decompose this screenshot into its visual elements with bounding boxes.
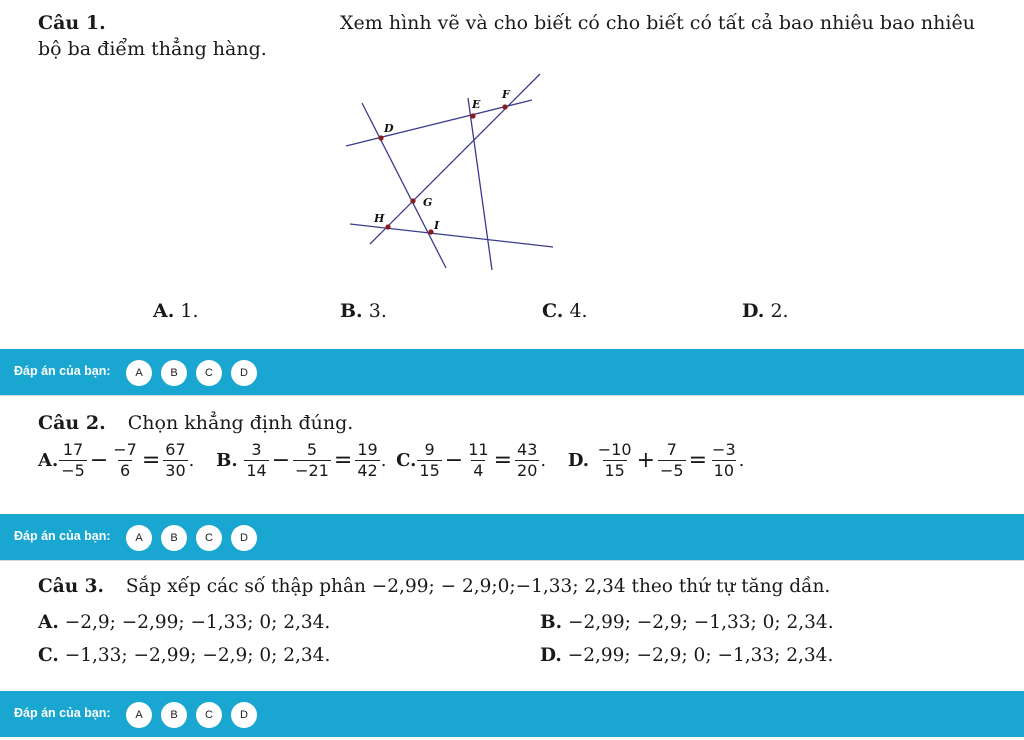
question-3-header: [38, 576, 830, 597]
answer-bar-label: Đáp án của bạn:: [14, 529, 111, 543]
q2-option-a: A. $\frac{17}{-5}$ − $\frac{-7}{6}$ = $\frac{67}{30}$ .: [38, 440, 201, 480]
question-2-header: [38, 412, 353, 434]
answer-a-button[interactable]: A: [126, 360, 152, 386]
label-e: E: [472, 98, 481, 111]
answer-a-button[interactable]: A: [126, 525, 152, 551]
line-d-g-i: [362, 103, 446, 268]
line-h-i: [350, 224, 553, 247]
label-i: I: [434, 219, 440, 232]
point-g: [410, 198, 415, 203]
question-2-text: Chọn khẳng định đúng.: [127, 412, 354, 434]
answer-bar-q3: [0, 691, 1024, 737]
q3-option-b: B. −2,99; −2,9; −1,33; 0; 2,34.: [540, 612, 834, 633]
question-3-text: Sắp xếp các số thập phân −2,99; − 2,9;0;−1,33; 2,34 theo thứ tự tăng dần.: [125, 576, 831, 597]
divider: [0, 560, 1024, 561]
label-g: G: [423, 196, 433, 209]
q3-option-c: C. −1,33; −2,99; −2,9; 0; 2,34.: [38, 645, 331, 666]
question-3-label: Câu 3.: [38, 576, 104, 597]
q2-option-c: C. $\frac{9}{15}$ − $\frac{11}{4}$ = $\frac{43}{20}$ .: [396, 440, 552, 480]
answer-bar-label: Đáp án của bạn:: [14, 364, 111, 378]
q2-option-b: B. $\frac{3}{14}$ − $\frac{5}{-21}$ = $\frac{19}{42}$ .: [216, 440, 393, 480]
q2-options-row: [38, 440, 744, 481]
answer-d-button[interactable]: D: [231, 525, 257, 551]
q1-option-b: B. 3.: [340, 300, 387, 322]
answer-c-button[interactable]: C: [196, 525, 222, 551]
question-1-text: Xem hình vẽ và cho biết có cho biết có tất cả bao nhiêu bao nhiêu: [340, 12, 975, 34]
line-e-vertical: [468, 98, 492, 270]
q1-option-c: C. 4.: [542, 300, 588, 322]
answer-bar-label: Đáp án của bạn:: [14, 706, 111, 720]
answer-d-button[interactable]: D: [231, 702, 257, 728]
question-2-label: Câu 2.: [38, 412, 106, 434]
question-1-text-continued: bộ ba điểm thẳng hàng.: [38, 38, 267, 60]
q1-option-d: D. 2.: [742, 300, 789, 322]
answer-bar-q1: [0, 349, 1024, 395]
answer-d-button[interactable]: D: [231, 360, 257, 386]
point-f: [502, 104, 507, 109]
divider: [0, 395, 1024, 396]
label-d: D: [384, 122, 394, 135]
answer-a-button[interactable]: A: [126, 702, 152, 728]
geometry-figure: [340, 68, 560, 273]
point-d: [378, 135, 383, 140]
answer-c-button[interactable]: C: [196, 702, 222, 728]
answer-b-button[interactable]: B: [161, 702, 187, 728]
q2-option-d: D. $\frac{-10}{15}$ + $\frac{7}{-5}$ = $\frac{-3}{10}$ .: [567, 440, 745, 480]
point-h: [385, 224, 390, 229]
answer-b-button[interactable]: B: [161, 360, 187, 386]
answer-bar-q2: [0, 514, 1024, 560]
answer-c-button[interactable]: C: [196, 360, 222, 386]
answer-b-button[interactable]: B: [161, 525, 187, 551]
label-f: F: [502, 88, 510, 101]
q3-option-a: A. −2,9; −2,99; −1,33; 0; 2,34.: [38, 612, 331, 633]
q3-option-d: D. −2,99; −2,9; 0; −1,33; 2,34.: [540, 645, 834, 666]
q1-option-a: A. 1.: [153, 300, 199, 322]
label-h: H: [374, 212, 385, 225]
question-1-label: Câu 1.: [38, 12, 106, 34]
line-h-g-f: [370, 74, 540, 244]
point-i: [428, 229, 433, 234]
point-e: [470, 113, 475, 118]
